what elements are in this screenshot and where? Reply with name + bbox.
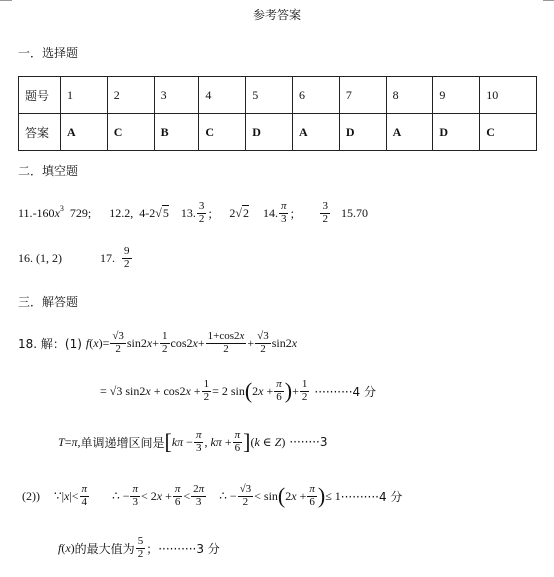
paren-right: )	[284, 378, 293, 403]
separator: ；	[207, 206, 220, 221]
answer-13-number: 13.	[180, 205, 196, 220]
answer-13-b: 2	[229, 205, 236, 220]
answer-14-number: 14.	[262, 205, 278, 220]
fraction-denominator: 3	[280, 212, 287, 225]
math-expression: (k ∈ Z)	[250, 434, 286, 449]
fraction	[173, 484, 183, 508]
fraction-denominator: 2	[203, 390, 210, 403]
score-marker: ··········3 分	[158, 541, 220, 556]
fraction	[300, 379, 310, 403]
fraction-numerator: √3	[112, 329, 124, 342]
bracket-right: ]	[243, 429, 251, 454]
table-cell: 4	[199, 77, 246, 114]
fraction-numerator: π	[132, 482, 138, 495]
math-expression: , kπ +	[204, 434, 232, 449]
q18-max-line	[58, 530, 220, 566]
answer-12-b: 4-2	[139, 205, 156, 220]
fraction-numerator: π	[280, 199, 287, 212]
math-expression: ∴ −	[219, 488, 237, 503]
table-cell: C	[480, 114, 537, 151]
math-expression: ∵|x|<	[54, 488, 79, 503]
answer-17-number: 17.	[100, 250, 115, 265]
score-marker: ··········4 分	[314, 384, 377, 399]
fraction-denominator: 4	[81, 495, 88, 508]
math-expression: 2x +	[252, 383, 274, 398]
math-expression: x	[93, 335, 99, 350]
q18-label: 18. 解：(1)	[18, 336, 82, 351]
math-expression: +	[152, 335, 160, 350]
fraction-numerator: π	[81, 482, 88, 495]
separator: ；	[146, 541, 159, 556]
fraction-numerator: 1	[162, 329, 168, 342]
table-cell: 2	[107, 77, 154, 114]
table-cell: 10	[480, 77, 537, 114]
fraction-numerator: π	[234, 428, 241, 441]
fraction-numerator: √3	[239, 482, 252, 495]
answer-16: 16. (1, 2)	[18, 250, 62, 265]
table-cell: 6	[293, 77, 340, 114]
fraction-numerator: 1	[301, 377, 308, 390]
table-cell: A	[61, 114, 108, 151]
math-expression: +	[247, 335, 255, 350]
math-expression: sin2	[126, 335, 147, 350]
math-expression: = 2 sin	[212, 383, 245, 398]
sqrt-radicand: 2	[242, 206, 249, 220]
fraction	[197, 201, 207, 225]
math-expression: x	[146, 335, 153, 350]
fraction	[202, 379, 212, 403]
math-expression: ,	[77, 434, 81, 449]
math-expression: <	[183, 488, 191, 503]
math-expression: kπ −	[171, 434, 193, 449]
table-cell: 5	[246, 77, 293, 114]
q18-line-1	[18, 326, 297, 360]
math-expression: = √3 sin2x + cos2x +	[100, 383, 201, 398]
math-expression: f	[85, 335, 90, 350]
fraction-denominator: 2	[198, 212, 205, 225]
table-row-answers	[19, 114, 537, 151]
table-cell: 1	[61, 77, 108, 114]
answer-15: 15.70	[340, 205, 368, 220]
math-expression: sin2	[271, 335, 292, 350]
fraction-numerator: 2π	[193, 482, 205, 495]
math-expression: ∴ −	[112, 488, 130, 503]
fill-answers-line-2	[18, 243, 133, 273]
fraction	[122, 246, 132, 270]
fraction	[80, 484, 90, 508]
fraction-numerator: 1+cos2x	[207, 329, 245, 342]
top-rule-left	[0, 0, 12, 1]
fraction	[191, 484, 206, 508]
score-marker: ········3	[289, 435, 328, 449]
answer-table	[18, 76, 537, 151]
fraction-denominator: 2	[223, 342, 229, 355]
fraction	[110, 331, 126, 355]
table-cell: 8	[386, 77, 433, 114]
answer-11-number: 11.	[18, 205, 33, 220]
paren-left: (	[277, 483, 286, 508]
math-expression: π	[71, 434, 78, 449]
fraction-numerator: 1	[203, 377, 210, 390]
fraction-numerator: 5	[137, 534, 144, 547]
score-marker: ··········4 分	[340, 489, 403, 504]
fraction-numerator: 3	[322, 199, 328, 212]
fraction-denominator: 2	[162, 342, 168, 355]
fraction	[279, 201, 289, 225]
q18-line-2	[100, 374, 376, 408]
fraction-denominator: 2	[301, 390, 308, 403]
fraction	[274, 379, 284, 403]
math-expression: x	[291, 335, 298, 350]
max-text: 的最大值为	[74, 541, 135, 556]
fraction-denominator: 2	[115, 342, 121, 355]
math-expression: +	[197, 335, 205, 350]
top-rule-right	[543, 0, 554, 1]
math-expression: < 2x +	[140, 488, 172, 503]
fraction-denominator: 3	[195, 495, 202, 508]
sqrt-radicand: 5	[162, 206, 169, 220]
fraction	[238, 484, 254, 508]
paren-left: (	[244, 378, 253, 403]
math-expression: cos2	[170, 335, 193, 350]
fraction	[206, 331, 247, 355]
fraction-numerator: π	[195, 428, 202, 441]
table-cell: D	[433, 114, 480, 151]
sqrt-sign: √	[235, 205, 242, 220]
math-expression: 2x +	[285, 488, 307, 503]
sqrt-sign: √	[155, 205, 162, 220]
fraction	[130, 484, 140, 508]
answer-11-coef: -160	[32, 205, 55, 220]
fraction	[160, 331, 170, 355]
answer-11-exp: 3	[59, 204, 64, 213]
fraction	[320, 201, 330, 225]
table-cell: C	[199, 114, 246, 151]
table-cell: A	[386, 114, 433, 151]
row-label-number: 题号	[19, 77, 61, 114]
table-cell: D	[246, 114, 293, 151]
table-cell: A	[293, 114, 340, 151]
section-fill-heading: 二．填空题	[18, 164, 79, 178]
page-title: 参考答案	[252, 8, 301, 22]
fraction	[136, 536, 146, 560]
math-expression: +	[292, 383, 299, 398]
fraction-denominator: 6	[234, 441, 241, 454]
fraction-denominator: 3	[195, 441, 202, 454]
math-expression: f(x)	[58, 540, 75, 555]
fraction-denominator: 2	[137, 547, 144, 560]
table-cell: 9	[433, 77, 480, 114]
fill-answers-line-1	[18, 198, 368, 228]
fraction	[233, 430, 243, 454]
fraction-numerator: π	[309, 482, 315, 495]
fraction-numerator: 9	[124, 244, 130, 257]
math-expression: < sin	[254, 488, 278, 503]
fraction	[255, 331, 271, 355]
section-choice-heading: 一．选择题	[18, 46, 79, 60]
math-expression: )=	[98, 335, 110, 350]
interval-text: 单调递增区间是	[80, 435, 165, 450]
fraction	[194, 430, 204, 454]
part2-label: (2))	[22, 488, 40, 503]
fraction	[307, 484, 317, 508]
math-expression: x	[192, 335, 198, 350]
math-expression: =	[64, 434, 72, 449]
paren-right: )	[317, 483, 326, 508]
table-cell: D	[339, 114, 386, 151]
table-cell: 7	[339, 77, 386, 114]
fraction-denominator: 6	[174, 495, 181, 508]
fraction-denominator: 2	[260, 342, 266, 355]
table-cell: 3	[154, 77, 199, 114]
fraction-denominator: 6	[309, 495, 315, 508]
section-solve-heading: 三．解答题	[18, 295, 79, 309]
bracket-left: [	[164, 429, 172, 454]
table-cell: C	[107, 114, 154, 151]
fraction-numerator: π	[276, 377, 282, 390]
separator: ；	[289, 206, 302, 221]
fraction-numerator: √3	[257, 329, 269, 342]
math-expression: T	[58, 434, 65, 449]
table-cell: B	[154, 114, 199, 151]
fraction-denominator: 2	[124, 257, 130, 270]
answer-11-value: 729;	[69, 205, 92, 220]
table-row-numbers	[19, 77, 537, 114]
fraction-denominator: 3	[132, 495, 138, 508]
answer-12: 12.2,	[109, 205, 134, 220]
row-label-answer: 答案	[19, 114, 61, 151]
fraction-denominator: 2	[242, 495, 249, 508]
math-expression: ≤ 1	[325, 488, 341, 503]
fraction-denominator: 2	[322, 212, 328, 225]
fraction-denominator: 6	[276, 390, 282, 403]
answer-11-var: x	[54, 205, 60, 220]
fraction-numerator: π	[174, 482, 181, 495]
math-expression: (	[89, 335, 94, 350]
q18-part2-line	[22, 478, 402, 514]
q18-line-3	[58, 424, 328, 460]
fraction-numerator: 3	[198, 199, 205, 212]
